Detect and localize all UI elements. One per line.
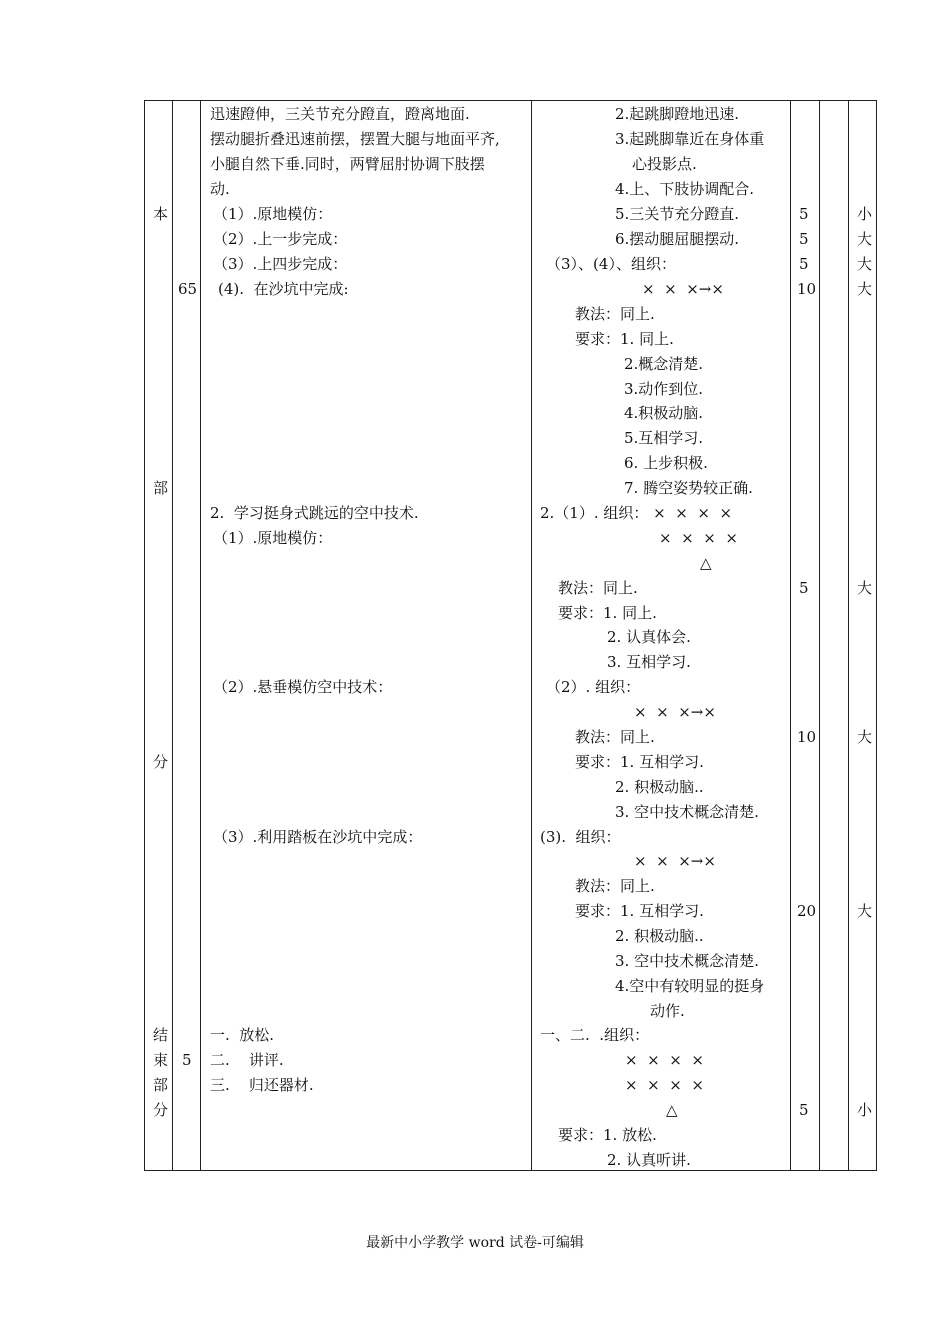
intensity-value: 大 [857, 280, 873, 298]
content-line: 一. 放松. [210, 1026, 275, 1044]
org-line: 教法：同上. [558, 579, 638, 597]
org-line: 4.空中有较明显的挺身 [615, 977, 765, 995]
content-line: 摆动腿折叠迅速前摆，摆置大腿与地面平齐, [210, 130, 500, 148]
org-line: 要求：1. 互相学习. [575, 902, 704, 920]
time-value: 65 [178, 280, 198, 298]
org-line: × × × × [659, 529, 738, 547]
time-value: 5 [182, 1051, 192, 1069]
column-divider [819, 100, 820, 1171]
org-line: 要求：1. 放松. [558, 1126, 657, 1144]
count-value: 5 [799, 255, 809, 273]
org-line: × × ×→× [642, 280, 724, 298]
content-line: 2. 学习挺身式跳远的空中技术. [210, 504, 419, 522]
org-line: 2. 认真体会. [607, 628, 691, 646]
content-line: （1）.原地模仿： [213, 529, 333, 547]
org-line: × × × × [625, 1051, 704, 1069]
org-line: 教法：同上. [575, 877, 655, 895]
org-line: （3）、(4）、组织： [546, 255, 676, 273]
org-line: 教法：同上. [575, 728, 655, 746]
org-line: 2. 积极动脑.. [615, 927, 704, 945]
org-line: × × ×→× [634, 703, 716, 721]
org-line: 3. 互相学习. [607, 653, 691, 671]
org-line: 要求：1. 互相学习. [575, 753, 704, 771]
count-value: 10 [797, 728, 817, 746]
org-line: （2）. 组织： [546, 678, 641, 696]
org-line: 4.积极动脑. [624, 404, 704, 422]
page-footer: 最新中小学教学 word 试卷-可编辑 [366, 1235, 584, 1251]
section-label: 本 [153, 205, 169, 223]
org-line: 2. 积极动脑.. [615, 778, 704, 796]
content-line: （2）.上一步完成： [213, 230, 348, 248]
org-line: 一、二. .组织： [540, 1026, 650, 1044]
content-line: 三. 归还器材. [210, 1076, 314, 1094]
column-divider [531, 100, 532, 1171]
count-value: 20 [797, 902, 817, 920]
content-line: （3）.利用踏板在沙坑中完成： [213, 828, 423, 846]
org-line: 3.起跳脚靠近在身体重 [615, 130, 765, 148]
org-line: (3). 组织： [540, 828, 621, 846]
org-line: 要求：1. 同上. [558, 604, 657, 622]
org-line: 2.概念清楚. [624, 355, 704, 373]
org-line: 6.摆动腿屈腿摆动. [615, 230, 740, 248]
org-line: 7. 腾空姿势较正确. [624, 479, 753, 497]
content-line: （3）.上四步完成： [213, 255, 348, 273]
org-line: × × × × [625, 1076, 704, 1094]
section-label: 结 [153, 1026, 169, 1044]
org-line: 要求：1. 同上. [575, 330, 674, 348]
content-line: （2）.悬垂模仿空中技术： [213, 678, 393, 696]
count-value: 10 [797, 280, 817, 298]
content-line: （1）.原地模仿： [213, 205, 333, 223]
section-label: 部 [153, 479, 169, 497]
section-label: 部 [153, 1076, 169, 1094]
content-line: 迅速蹬伸，三关节充分蹬直，蹬离地面. [210, 105, 470, 123]
org-line: 5.互相学习. [624, 429, 704, 447]
section-label: 束 [153, 1051, 169, 1069]
org-line: 3. 空中技术概念清楚. [615, 952, 759, 970]
column-divider [790, 100, 791, 1171]
column-divider [848, 100, 849, 1171]
section-label: 分 [153, 1101, 169, 1119]
count-value: 5 [799, 579, 809, 597]
org-line: △ [700, 554, 712, 572]
intensity-value: 大 [857, 230, 873, 248]
intensity-value: 大 [857, 728, 873, 746]
org-line: 2.起跳脚蹬地迅速. [615, 105, 740, 123]
content-line: 二. 讲评. [210, 1051, 284, 1069]
section-label: 分 [153, 753, 169, 771]
intensity-value: 大 [857, 255, 873, 273]
content-line: 小腿自然下垂.同时，两臂屈肘协调下肢摆 [210, 155, 485, 173]
org-line: 5.三关节充分蹬直. [615, 205, 740, 223]
column-divider [172, 100, 173, 1171]
org-line: 2. 认真听讲. [607, 1151, 691, 1169]
org-line: △ [666, 1101, 678, 1119]
org-line: 3. 空中技术概念清楚. [615, 803, 759, 821]
intensity-value: 小 [857, 205, 873, 223]
content-line: 动. [210, 180, 230, 198]
intensity-value: 大 [857, 902, 873, 920]
org-line: 6. 上步积极. [624, 454, 708, 472]
count-value: 5 [799, 230, 809, 248]
org-line: 心投影点. [632, 155, 697, 173]
org-line: 动作. [650, 1002, 685, 1020]
count-value: 5 [799, 1101, 809, 1119]
count-value: 5 [799, 205, 809, 223]
org-line: × × ×→× [634, 852, 716, 870]
intensity-value: 大 [857, 579, 873, 597]
org-line: 2.（1）. 组织： × × × × [540, 504, 733, 522]
content-line: (4). 在沙坑中完成: [218, 280, 349, 298]
org-line: 教法：同上. [575, 305, 655, 323]
org-line: 3.动作到位. [624, 380, 704, 398]
intensity-value: 小 [857, 1101, 873, 1119]
column-divider [200, 100, 201, 1171]
org-line: 4.上、下肢协调配合. [615, 180, 755, 198]
